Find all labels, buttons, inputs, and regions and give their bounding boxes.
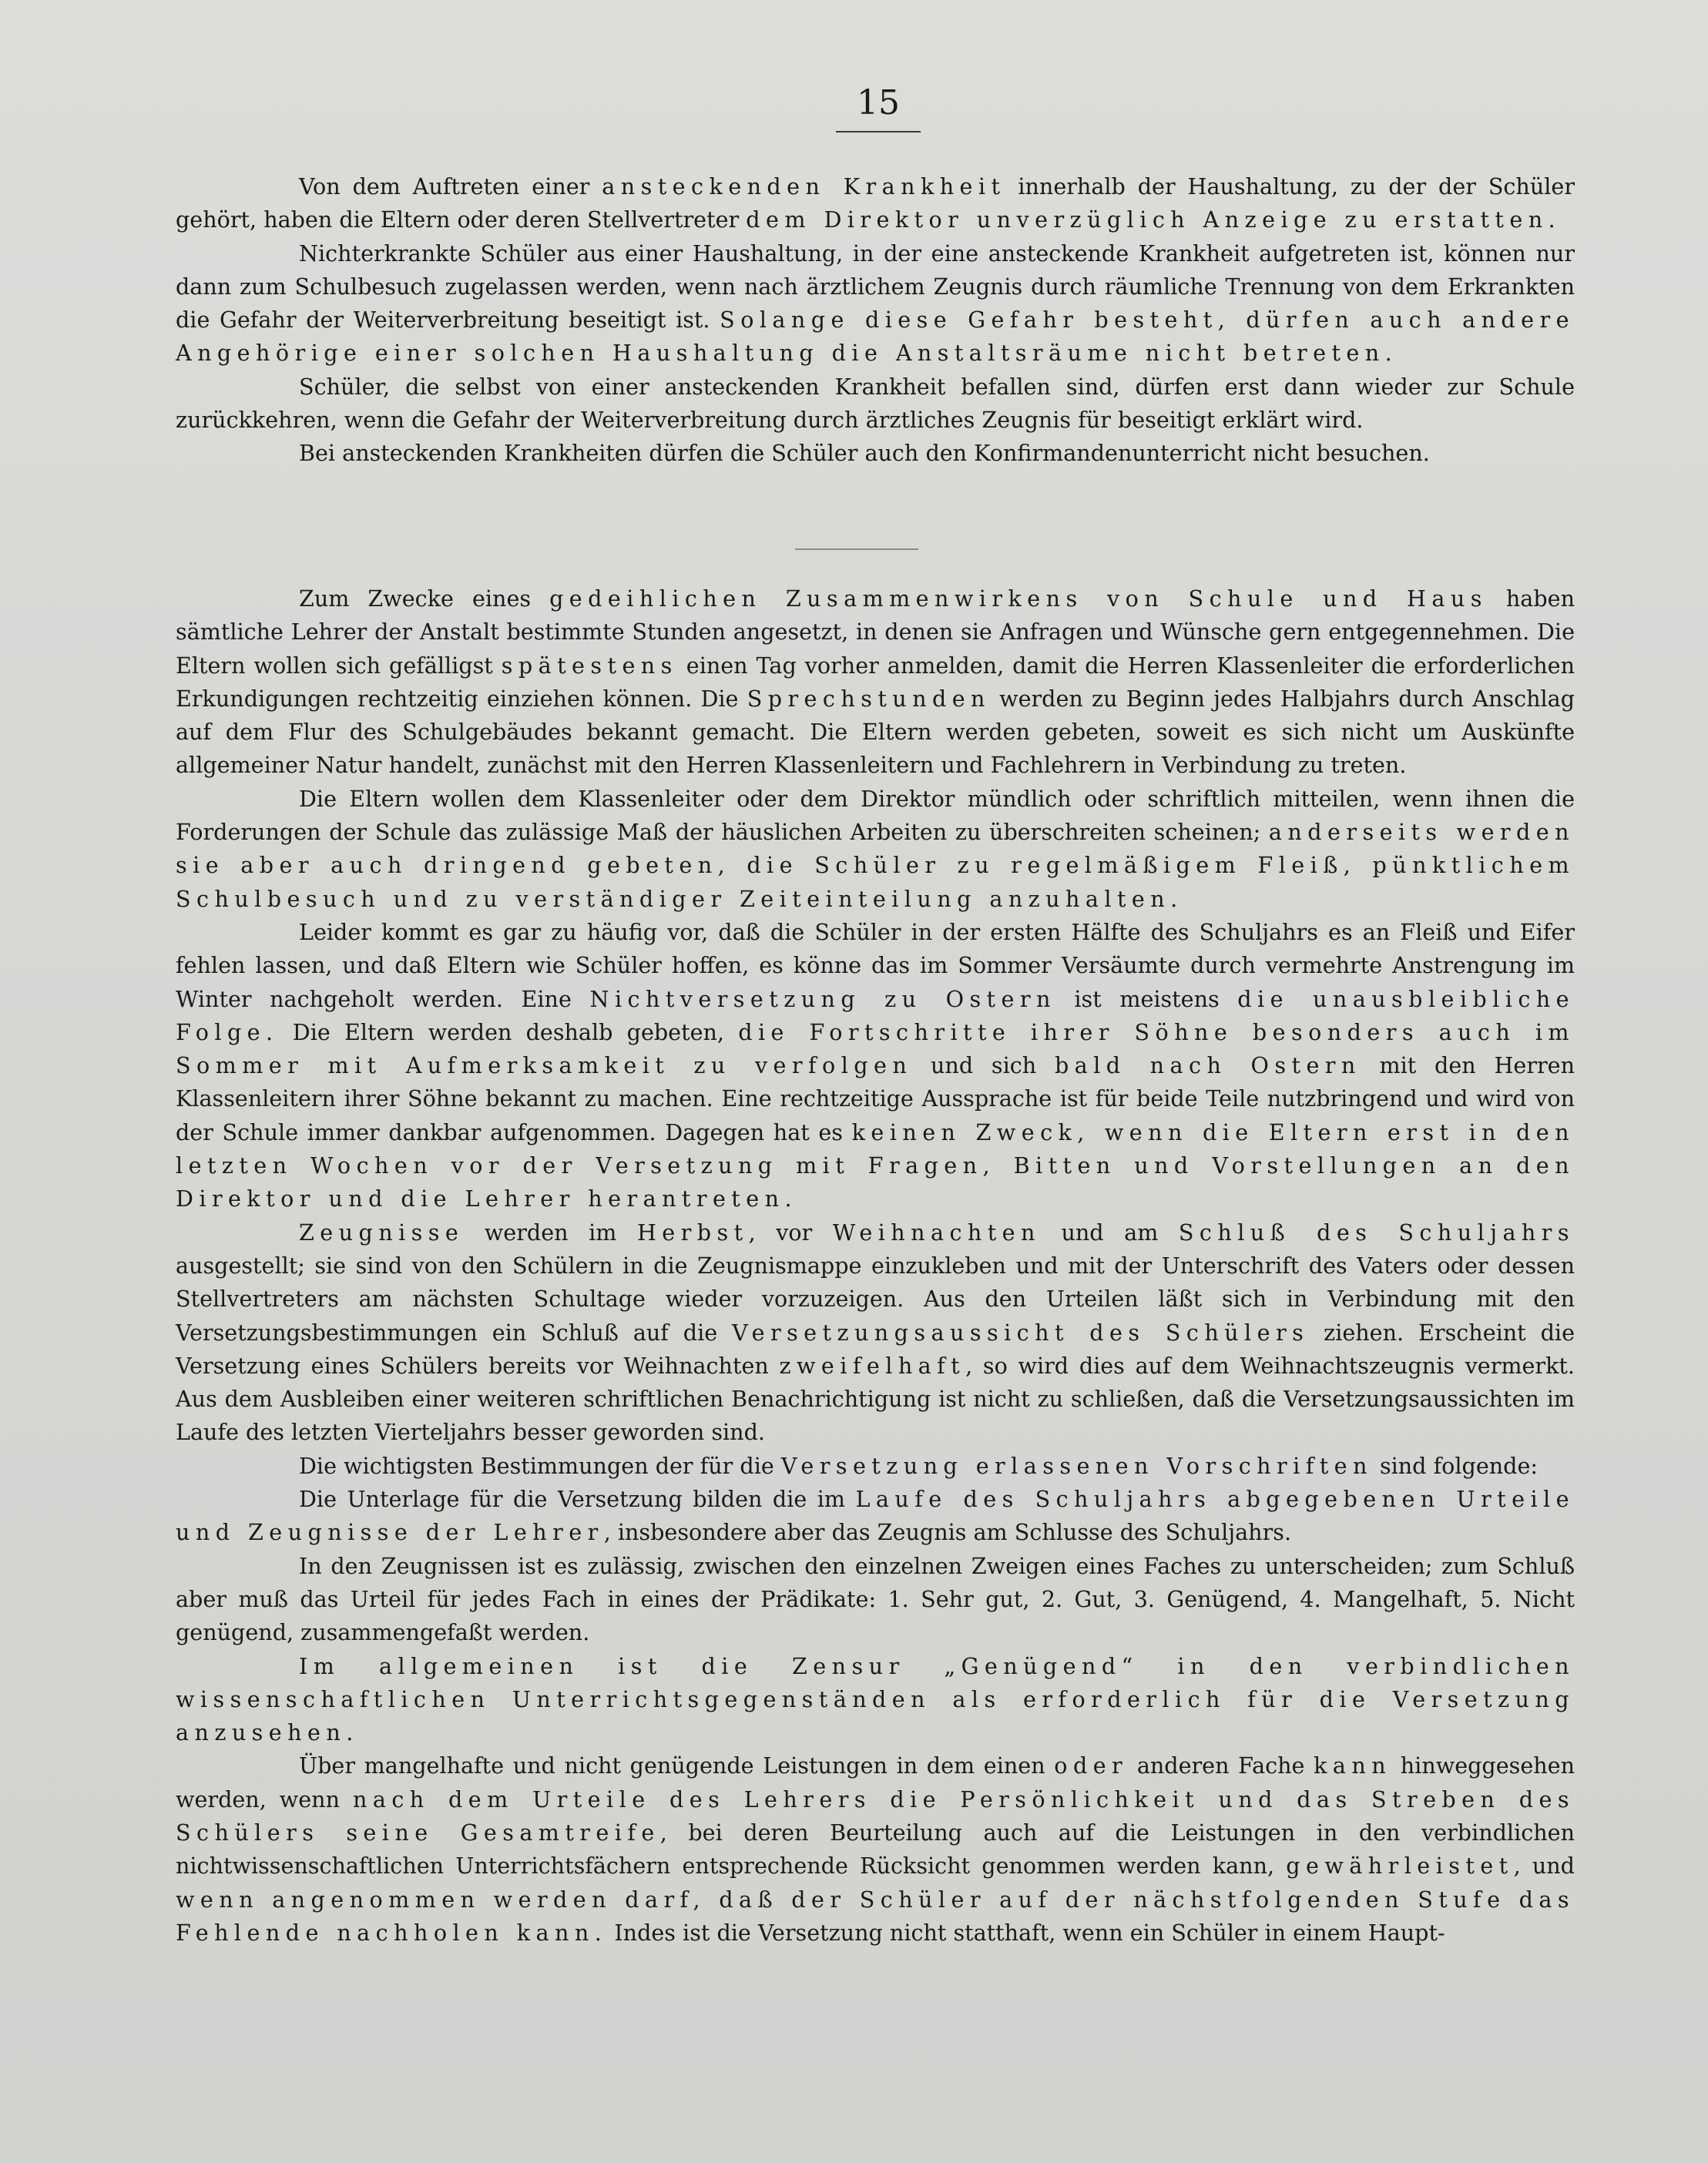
paragraph: [176, 582, 1575, 783]
body-text: Von dem Auftreten einer: [299, 173, 602, 200]
spaced-emphasis-text: dem Direktor unverzüglich Anzeige zu erstatten.: [746, 206, 1562, 233]
body-text: sind folgende:: [1372, 1452, 1539, 1479]
spaced-emphasis-text: kann: [1314, 1752, 1392, 1779]
spaced-emphasis-text: Versetzung erlassenen Vorschriften: [780, 1452, 1373, 1479]
spaced-emphasis-text: Weihnachten: [832, 1219, 1041, 1246]
body-text: werden im: [464, 1219, 637, 1246]
body-text: Über mangelhafte und nicht genügende Leistungen in dem einen: [299, 1752, 1055, 1779]
body-text: Die wichtigsten Bestimmungen der für die: [299, 1452, 781, 1479]
body-text: und am: [1040, 1219, 1179, 1246]
body-text: Bei ansteckenden Krankheiten dürfen die Schüler auch den Konfirmandenunterricht nicht besuchen.: [299, 440, 1430, 467]
section-infectious-diseases: [176, 170, 1575, 471]
paragraph: [176, 371, 1575, 438]
spaced-emphasis-text: Solange diese Gefahr besteht, dürfen auch andere Angehörige einer solchen Haushaltung die Anstaltsräume nicht betreten.: [176, 307, 1575, 367]
body-text: In den Zeugnissen ist es zulässig, zwischen den einzelnen Zweigen eines Faches zu unterscheiden; zum Schluß aber muß das Urteil für jedes Fach in eines der Prädikate: 1. Sehr gut, 2. Gut, 3. Genügend, 4. Mangelhaft, 5. Nicht genügend, zusammengefaßt werden.: [176, 1552, 1575, 1646]
body-text: hinweggesehen werden, wenn: [176, 1752, 1575, 1813]
spaced-emphasis-text: zweifelhaft: [779, 1352, 966, 1379]
body-text: , so wird dies auf dem Weihnachtszeugnis vermerkt. Aus dem Ausbleiben einer weiteren schriftlichen Benachrichtigung ist nicht zu schließen, daß die Versetzungsaussichten im Laufe des letzten Vierteljahrs besser geworden sind.: [176, 1352, 1575, 1446]
body-text: werden zu Beginn jedes Halbjahrs durch Anschlag auf dem Flur des Schulgebäudes bekannt gemacht. Die Eltern werden gebeten, soweit es sich nicht um Auskünfte allgemeiner Natur handelt, zunächst mit den Herren Klassenleitern und Fachlehrern in Verbindung zu treten.: [176, 685, 1575, 779]
spaced-emphasis-text: keinen Zweck, wenn die Eltern erst in den letzten Wochen vor der Versetzung mit Fragen, Bitten und Vorstellungen an den Direktor und die Lehrer herantreten.: [176, 1118, 1575, 1212]
body-text: , bei deren Beurteilung auch auf die Leistungen in den verbindlichen nichtwissenschaftlichen Unterrichtsfächern entsprechende Rücksicht genommen werden kann,: [176, 1819, 1575, 1880]
body-text: und sich: [912, 1052, 1055, 1079]
paragraph: [176, 1483, 1575, 1550]
body-text: innerhalb der Haushaltung, zu der der Schüler gehört, haben die Eltern oder deren Stellvertreter: [176, 173, 1575, 233]
spaced-emphasis-text: Schluß des Schuljahrs: [1178, 1219, 1575, 1246]
paragraph: [176, 1550, 1575, 1650]
paragraph: [176, 916, 1575, 1216]
spaced-emphasis-text: bald nach Ostern: [1054, 1052, 1361, 1079]
body-text: ist meistens: [1055, 985, 1238, 1012]
body-text: mit den Herren Klassenleitern ihrer Söhne bekannt zu machen. Eine rechtzeitige Aussprache ist für beide Teile nutzbringend und wird von der Schule immer dankbar aufgenommen. Dagegen hat es: [176, 1052, 1575, 1145]
spaced-emphasis-text: wenn angenommen werden darf, daß der Schüler auf der nächstfolgenden Stufe das Fehlende nachholen kann.: [176, 1886, 1575, 1946]
body-text: , vor: [748, 1219, 833, 1246]
body-text: einen Tag vorher anmelden, damit die Herren Klassenleiter die erforderlichen Erkundigungen rechtzeitig einziehen können. Die: [176, 652, 1575, 712]
section-parents-school-cooperation: [176, 582, 1575, 1950]
body-text: , und: [1513, 1853, 1575, 1880]
body-text: Zum Zwecke eines: [299, 585, 550, 612]
body-text: Die Eltern werden deshalb gebeten,: [278, 1018, 739, 1045]
paragraph: [176, 237, 1575, 371]
body-text: ziehen. Erscheint die Versetzung eines Schülers bereits vor Weihnachten: [176, 1319, 1575, 1379]
spaced-emphasis-text: Sprechstunden: [747, 685, 991, 712]
body-text: haben sämtliche Lehrer der Anstalt bestimmte Stunden angesetzt, in denen sie Anfragen und Wünsche gern entgegennehmen. Die Eltern wollen sich gefälligst: [176, 585, 1575, 679]
body-text: Nichterkrankte Schüler aus einer Haushaltung, in der eine ansteckende Krankheit aufgetreten ist, können nur dann zum Schulbesuch zugelassen werden, wenn nach ärztlichem Zeugnis durch räumliche Trennung von dem Erkrankten die Gefahr der Weiterverbreitung beseitigt ist.: [176, 240, 1575, 334]
paragraph: [176, 1216, 1575, 1450]
body-text: anderen Fache: [1128, 1752, 1314, 1779]
spaced-emphasis-text: nach dem Urteile des Lehrers die Persönlichkeit und das Streben des Schülers seine Gesamtreife: [176, 1786, 1575, 1846]
spaced-emphasis-text: Im allgemeinen ist die Zensur „Genügend“ in den verbindlichen wissenschaftlichen Unterrichtsgegenständen als erforderlich für die Versetzung anzusehen.: [176, 1652, 1575, 1746]
spaced-emphasis-text: Herbst: [636, 1219, 749, 1246]
spaced-emphasis-text: spätestens: [501, 652, 678, 679]
page-number: 15: [857, 83, 900, 122]
paragraph: [176, 437, 1575, 470]
body-text: Die Unterlage für die Versetzung bilden die im: [299, 1486, 856, 1513]
paragraph: [176, 1450, 1575, 1483]
spaced-emphasis-text: Versetzungsaussicht des Schülers: [732, 1319, 1310, 1346]
spaced-emphasis-text: anderseits werden sie aber auch dringend gebeten, die Schüler zu regelmäßigem Fleiß, pünktlichem Schulbesuch und zu verständiger Zeiteinteilung anzuhalten.: [176, 819, 1575, 912]
body-text: Indes ist die Versetzung nicht statthaft, wenn ein Schüler in einem Haupt-: [607, 1919, 1445, 1946]
body-text: Schüler, die selbst von einer ansteckenden Krankheit befallen sind, dürfen erst dann wieder zur Schule zurückkehren, wenn die Gefahr der Weiterverbreitung durch ärztliches Zeugnis für beseitigt erklärt wird.: [176, 373, 1575, 434]
paragraph: [176, 783, 1575, 916]
spaced-emphasis-text: gedeihlichen Zusammenwirkens von Schule und Haus: [549, 585, 1488, 612]
body-text: , insbesondere aber das Zeugnis am Schlusse des Schuljahrs.: [603, 1519, 1292, 1546]
section-divider: [795, 548, 918, 550]
spaced-emphasis-text: die Fortschritte ihrer Söhne besonders auch im Sommer mit Aufmerksamkeit zu verfolgen: [176, 1018, 1575, 1079]
spaced-emphasis-text: die unausbleibliche Folge.: [176, 985, 1575, 1045]
paragraph: [176, 1749, 1575, 1950]
spaced-emphasis-text: Zeugnisse: [299, 1219, 465, 1246]
spaced-emphasis-text: Laufe des Schuljahrs abgegebenen Urteile und Zeugnisse der Lehrer: [176, 1486, 1575, 1546]
spaced-emphasis-text: gewährleistet: [1286, 1853, 1514, 1880]
spaced-emphasis-text: Nichtversetzung zu Ostern: [589, 985, 1056, 1012]
body-text: ausgestellt; sie sind von den Schülern in die Zeugnismappe einzukleben und mit der Unterschrift des Vaters oder dessen Stellvertreters am nächsten Schultage wieder vorzuzeigen. Aus den Urteilen läßt sich in Verbindung mit den Versetzungsbestimmungen ein Schluß auf die: [176, 1252, 1575, 1346]
spaced-emphasis-text: ansteckenden Krankheit: [602, 173, 1006, 200]
page-number-underline: [836, 131, 921, 132]
body-text: Leider kommt es gar zu häufig vor, daß die Schüler in der ersten Hälfte des Schuljahrs es an Fleiß und Eifer fehlen lassen, und daß Eltern wie Schüler hoffen, es könne das im Sommer Versäumte durch vermehrte Anstrengung im Winter nachgeholt werden. Eine: [176, 918, 1575, 1012]
paragraph: [176, 1650, 1575, 1750]
body-text: Die Eltern wollen dem Klassenleiter oder dem Direktor mündlich oder schriftlich mitteilen, wenn ihnen die Forderungen der Schule das zulässige Maß der häuslichen Arbeiten zu überschreiten scheinen;: [176, 785, 1575, 846]
paragraph: [176, 170, 1575, 237]
spaced-emphasis-text: oder: [1054, 1752, 1129, 1779]
